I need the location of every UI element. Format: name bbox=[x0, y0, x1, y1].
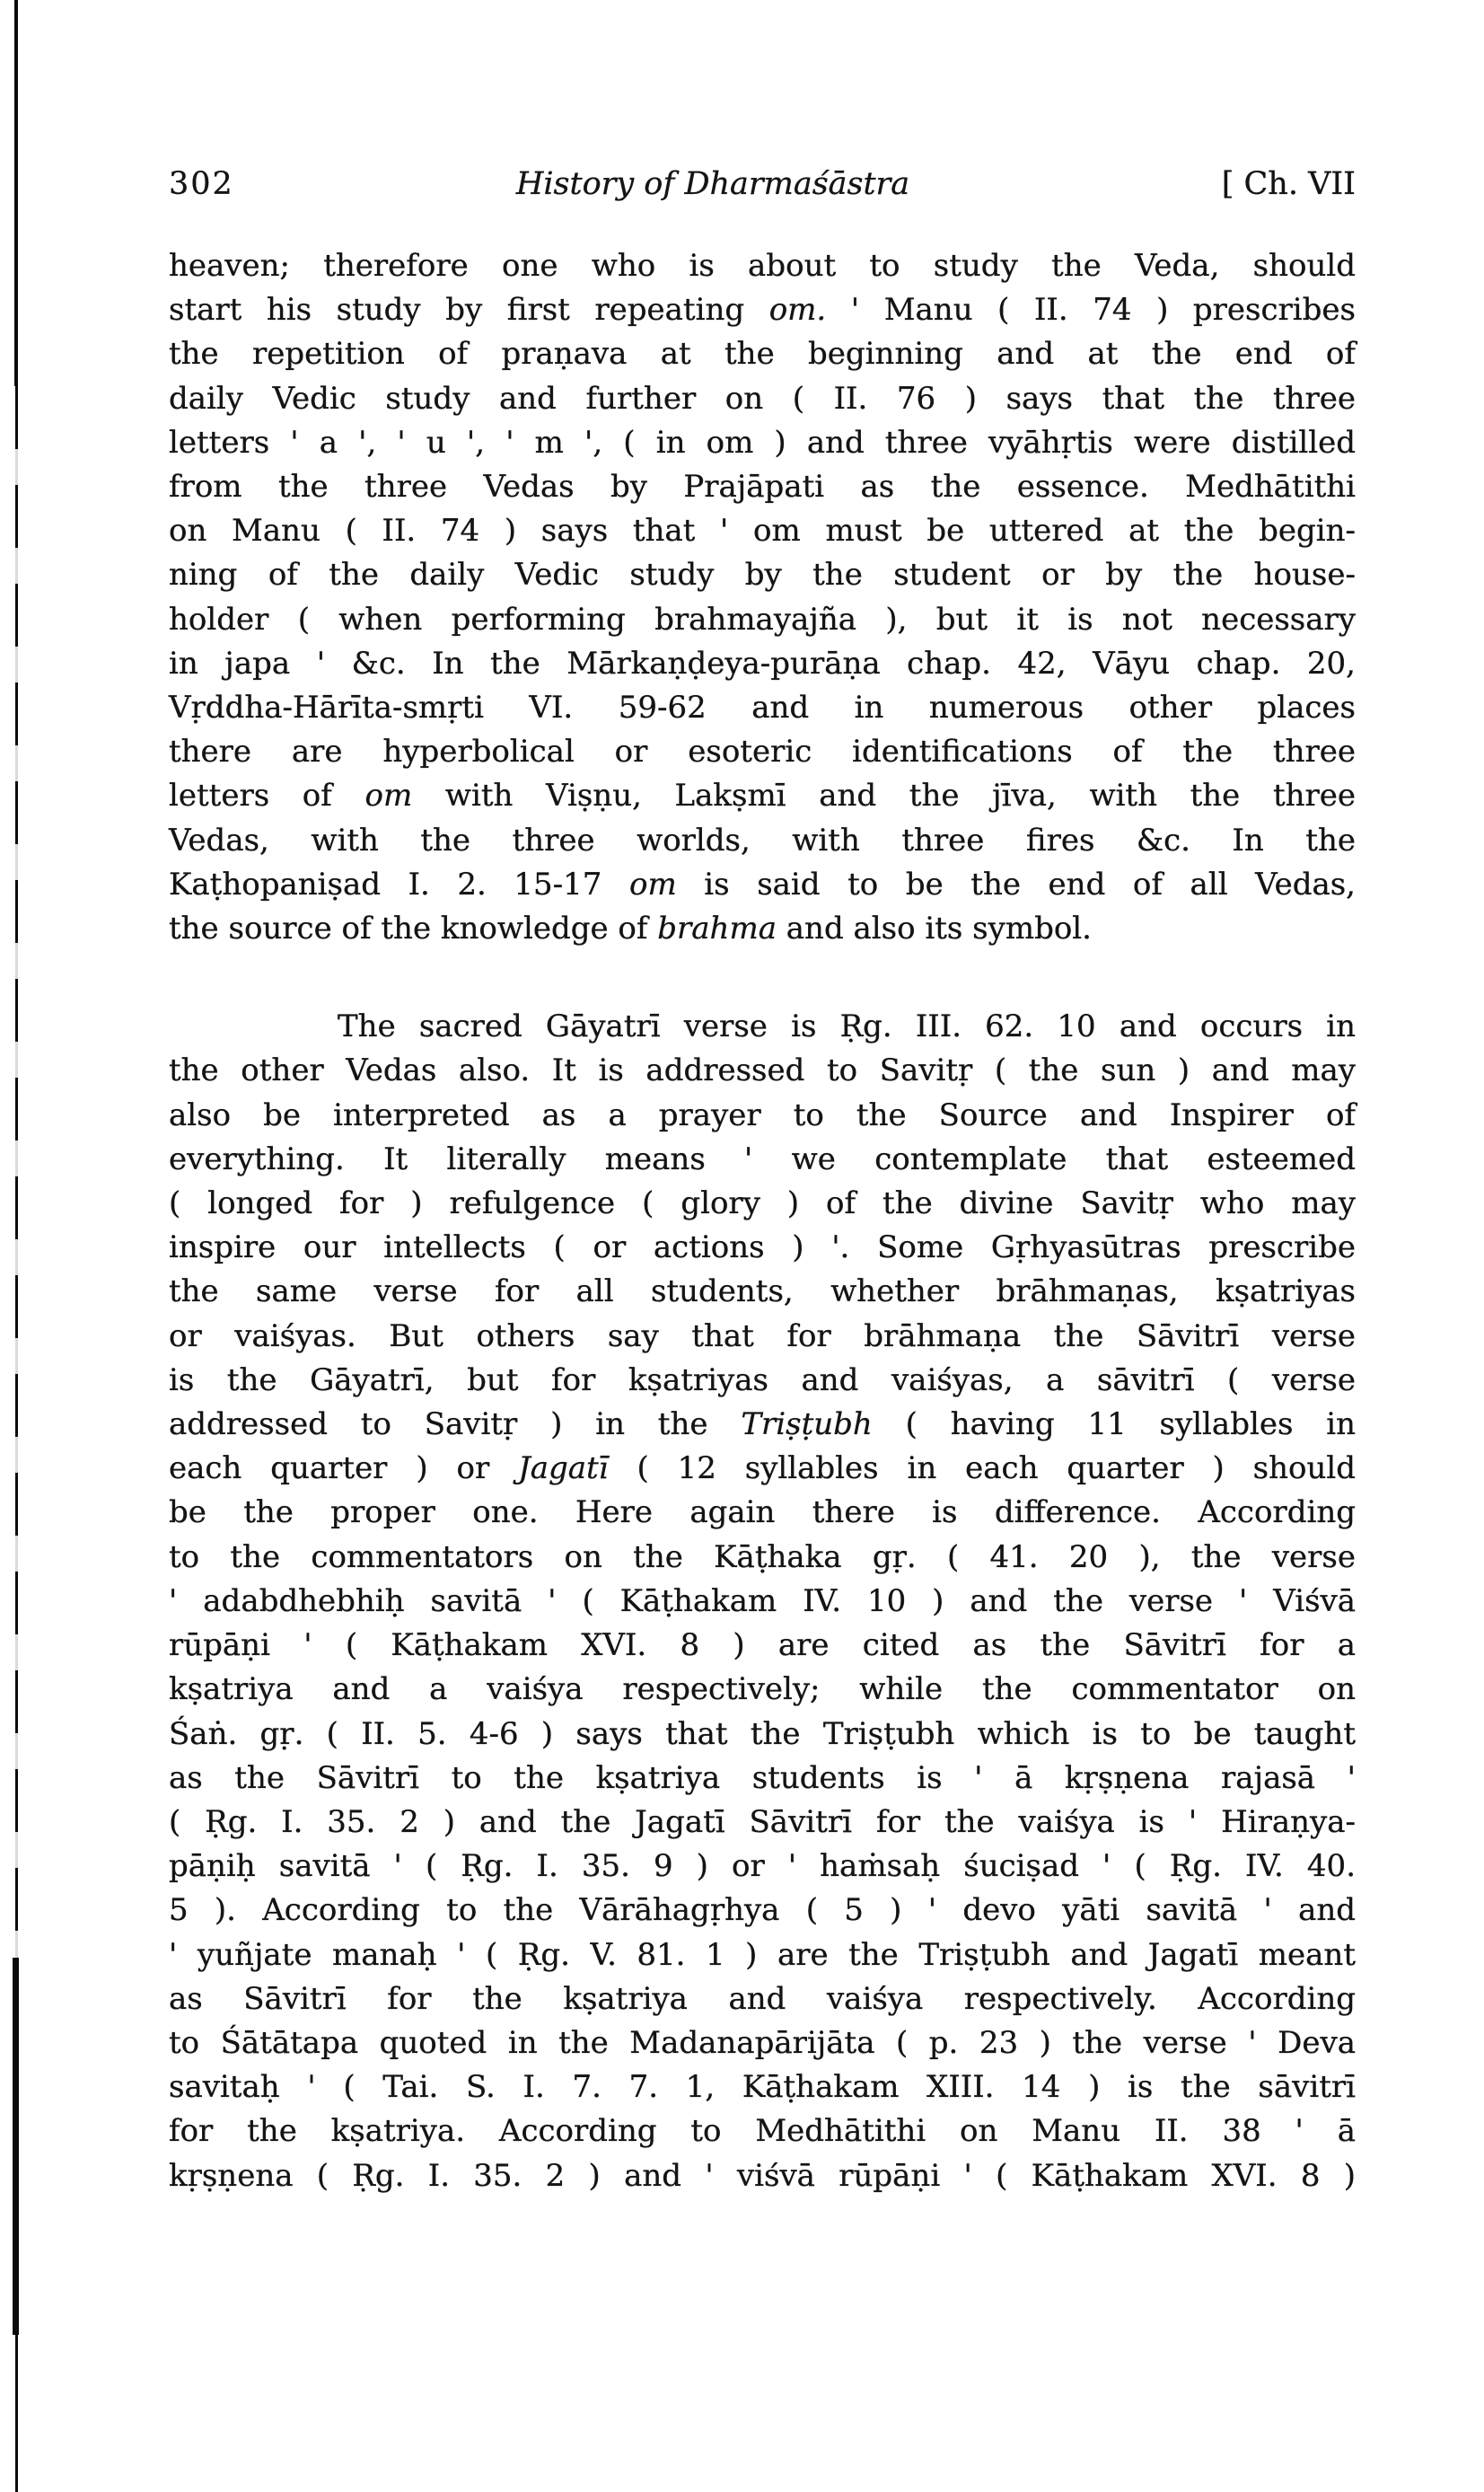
text-segment: the source of the knowledge of bbox=[169, 911, 658, 947]
text-line bbox=[169, 377, 1356, 421]
text-line bbox=[169, 421, 1356, 465]
text-line bbox=[169, 598, 1356, 642]
text-segment: letters ' a ', ' u ', ' m ', ( in om ) and three vyāhṛtis were distilled bbox=[169, 424, 1356, 461]
text-line bbox=[169, 686, 1356, 730]
text-line bbox=[169, 1226, 1356, 1270]
text-line bbox=[169, 730, 1356, 774]
text-segment: ' yuñjate manaḥ ' ( Ṛg. V. 81. 1 ) are the Triṣṭubh and Jagatī meant bbox=[169, 1936, 1356, 1973]
text-line bbox=[169, 1005, 1356, 1049]
text-line bbox=[169, 1182, 1356, 1226]
text-segment: on Manu ( II. 74 ) says that ' om must be uttered at the begin- bbox=[169, 513, 1356, 550]
text-segment: ' adabdhebhiḥ savitā ' ( Kāṭhakam IV. 10 ) and the verse ' Viśvā bbox=[169, 1582, 1356, 1619]
text-segment: in japa ' &c. In the Mārkaṇḍeya-purāṇa chap. 42, Vāyu chap. 20, bbox=[169, 645, 1356, 682]
text-segment: kṛṣṇena ( Ṛg. I. 35. 2 ) and ' viśvā rūpāṇi ' ( Kāṭhakam XVI. 8 ) bbox=[169, 2157, 1356, 2194]
text-segment: the other Vedas also. It is addressed to Savitṛ ( the sun ) and may bbox=[169, 1052, 1356, 1089]
text-line bbox=[169, 332, 1356, 376]
text-segment: ' Manu ( II. 74 ) prescribes bbox=[826, 292, 1357, 329]
scan-edge-line bbox=[13, 1958, 19, 2335]
text-line bbox=[169, 1359, 1356, 1403]
text-segment: from the three Vedas by Prajāpati as the essence. Medhātithi bbox=[169, 469, 1356, 506]
text-segment: and also its symbol. bbox=[776, 911, 1092, 947]
text-segment: letters of bbox=[169, 778, 365, 815]
text-line bbox=[169, 642, 1356, 686]
text-line bbox=[169, 1889, 1356, 1933]
text-segment: om. bbox=[768, 292, 827, 329]
text-segment: for the kṣatriya. According to Medhātithi on Manu II. 38 ' ā bbox=[169, 2113, 1356, 2150]
text-line bbox=[169, 1801, 1356, 1845]
text-line bbox=[169, 1403, 1356, 1447]
text-segment: Vṛddha-Hārīta-smṛti VI. 59-62 and in numerous other places bbox=[169, 690, 1356, 726]
text-segment: ( having 11 syllables in bbox=[872, 1406, 1357, 1443]
text-segment: Kaṭhopaniṣad I. 2. 15-17 bbox=[169, 866, 629, 903]
text-line bbox=[169, 774, 1356, 818]
text-segment: also be interpreted as a prayer to the Source and Inspirer of bbox=[169, 1096, 1356, 1133]
text-segment: start his study by first repeating bbox=[169, 292, 769, 329]
text-line bbox=[169, 2021, 1356, 2065]
text-line bbox=[169, 1536, 1356, 1580]
text-segment: the repetition of praṇava at the beginning and at the end of bbox=[169, 336, 1356, 373]
text-line bbox=[169, 1624, 1356, 1668]
scan-edge-line bbox=[15, 2335, 18, 2492]
text-segment: to the commentators on the Kāṭhaka gṛ. ( 41. 20 ), the verse bbox=[169, 1538, 1356, 1575]
paragraph bbox=[169, 1005, 1356, 2197]
text-segment: ning of the daily Vedic study by the student or by the house- bbox=[169, 557, 1356, 594]
text-segment: be the proper one. Here again there is difference. According bbox=[169, 1494, 1356, 1531]
text-segment: holder ( when performing brahmayajña ), but it is not necessary bbox=[169, 601, 1356, 638]
text-line bbox=[169, 1668, 1356, 1712]
text-segment: the same verse for all students, whether brāhmaṇas, kṣatriyas bbox=[169, 1273, 1356, 1310]
page-number: 302 bbox=[169, 166, 234, 202]
text-line bbox=[169, 465, 1356, 509]
text-segment: inspire our intellects ( or actions ) '. Some Gṛhyasūtras prescribe bbox=[169, 1229, 1356, 1266]
text-segment: as the Sāvitrī to the kṣatriya students is ' ā kṛṣṇena rajasā ' bbox=[169, 1759, 1356, 1796]
text-segment: Vedas, with the three worlds, with three fires &c. In the bbox=[169, 822, 1356, 859]
running-title: History of Dharmaśāstra bbox=[515, 166, 910, 202]
text-line bbox=[169, 1933, 1356, 1977]
text-segment: or vaiśyas. But others say that for brāhmaṇa the Sāvitrī verse bbox=[169, 1317, 1356, 1354]
text-segment: rūpāṇi ' ( Kāṭhakam XVI. 8 ) are cited as the Sāvitrī for a bbox=[169, 1627, 1356, 1664]
text-segment: is the Gāyatrī, but for kṣatriyas and vaiśyas, a sāvitrī ( verse bbox=[169, 1361, 1356, 1398]
text-line bbox=[169, 1845, 1356, 1889]
text-line bbox=[169, 2109, 1356, 2153]
text-segment: with Viṣṇu, Lakṣmī and the jīva, with the three bbox=[412, 778, 1356, 815]
text-line bbox=[169, 2065, 1356, 2109]
text-segment: daily Vedic study and further on ( II. 76 ) says that the three bbox=[169, 380, 1356, 417]
text-block bbox=[169, 244, 1356, 2198]
text-segment: 5 ). According to the Vārāhagṛhya ( 5 ) ' devo yāti savitā ' and bbox=[169, 1892, 1356, 1929]
text-line bbox=[169, 1315, 1356, 1359]
text-segment: ( longed for ) refulgence ( glory ) of the divine Savitṛ who may bbox=[169, 1185, 1356, 1222]
text-segment: Triṣṭubh bbox=[741, 1406, 873, 1443]
text-segment: Jagatī bbox=[518, 1450, 609, 1487]
text-segment: as Sāvitrī for the kṣatriya and vaiśya respectively. According bbox=[169, 1980, 1356, 2017]
page-header bbox=[169, 164, 1356, 204]
text-line bbox=[169, 509, 1356, 553]
text-line bbox=[169, 1580, 1356, 1624]
text-line bbox=[169, 288, 1356, 332]
text-segment: addressed to Savitṛ ) in the bbox=[169, 1406, 742, 1443]
text-line bbox=[169, 244, 1356, 288]
text-segment: there are hyperbolical or esoteric identifications of the three bbox=[169, 734, 1356, 770]
text-segment: is said to be the end of all Vedas, bbox=[676, 866, 1356, 903]
text-line bbox=[169, 2154, 1356, 2198]
text-segment: everything. It literally means ' we contemplate that esteemed bbox=[169, 1140, 1356, 1177]
text-segment: Śaṅ. gṛ. ( II. 5. 4-6 ) says that the Triṣṭubh which is to be taught bbox=[169, 1715, 1356, 1752]
paragraph bbox=[169, 244, 1356, 951]
text-line bbox=[169, 1049, 1356, 1093]
text-segment: each quarter ) or bbox=[169, 1450, 519, 1487]
text-line bbox=[169, 1094, 1356, 1138]
text-segment: ( Ṛg. I. 35. 2 ) and the Jagatī Sāvitrī for the vaiśya is ' Hiraṇya- bbox=[169, 1803, 1356, 1840]
text-line bbox=[169, 819, 1356, 863]
scan-edge-line bbox=[15, 386, 18, 1958]
chapter-label: [ Ch. VII bbox=[1221, 166, 1356, 202]
text-segment: brahma bbox=[657, 911, 777, 947]
scan-edge-line bbox=[14, 0, 18, 386]
text-line bbox=[169, 1491, 1356, 1535]
text-line bbox=[169, 1138, 1356, 1182]
text-line bbox=[169, 907, 1356, 951]
text-line bbox=[169, 1757, 1356, 1801]
text-segment: kṣatriya and a vaiśya respectively; while the commentator on bbox=[169, 1671, 1356, 1708]
text-line bbox=[169, 863, 1356, 907]
text-segment: pāṇiḥ savitā ' ( Ṛg. I. 35. 9 ) or ' haṁsaḥ śuciṣad ' ( Ṛg. IV. 40. bbox=[169, 1848, 1356, 1885]
text-segment: savitaḥ ' ( Tai. S. I. 7. 7. 1, Kāṭhakam XIII. 14 ) is the sāvitrī bbox=[169, 2069, 1356, 2106]
text-segment: heaven; therefore one who is about to study the Veda, should bbox=[169, 248, 1356, 284]
text-segment: ( 12 syllables in each quarter ) should bbox=[608, 1450, 1356, 1487]
text-segment: om bbox=[629, 866, 677, 903]
text-line bbox=[169, 1977, 1356, 2021]
text-segment: The sacred Gāyatrī verse is Ṛg. III. 62. 10 and occurs in bbox=[338, 1008, 1356, 1045]
text-line bbox=[169, 1713, 1356, 1757]
text-line bbox=[169, 1447, 1356, 1491]
text-line bbox=[169, 1270, 1356, 1314]
text-segment: om bbox=[364, 778, 413, 815]
text-line bbox=[169, 553, 1356, 597]
text-segment: to Śātātapa quoted in the Madanapārijāta ( p. 23 ) the verse ' Deva bbox=[169, 2024, 1356, 2061]
